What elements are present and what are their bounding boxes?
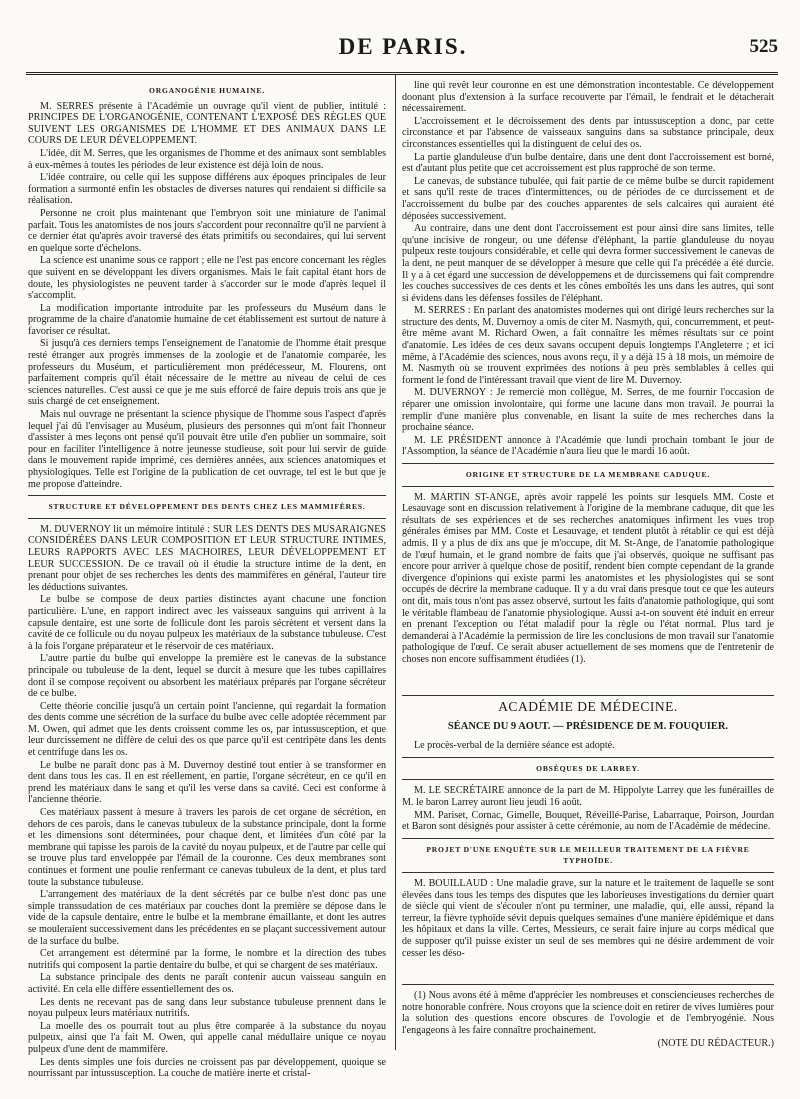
- footnote-signature: (NOTE DU RÉDACTEUR.): [657, 1038, 774, 1050]
- paragraph: Le canevas, de substance tubulée, qui fait partie de ce même bulbe se durcit rapidement et sans qu'il reste de traces d'intermittences, ou de périodes de ce durcissement et de l'accroissement du bulbe par des couches apparentes de sels calcaires qui auraient été déposées successivement.: [402, 175, 774, 222]
- paragraph: Mais nul ouvrage ne présentant la science physique de l'homme sous l'aspect d'après lequel j'ai dû l'envisager au Muséum, plusieurs des personnes qui m'ont fait l'honneur d'assister à mes leçons ont pensé qu'il pouvait être utile d'en publier un sommaire, soit pour en faciliter l'intelligence à notre jeunesse studieuse, soit pour lui servir de guide dans le mouvement rapide imprimé, ces dernières années, aux sciences anatomiques et physiologiques. Telle est l'origine de la publication de cet ouvrage, tel est le but que je me propose d'atteindre.: [28, 409, 386, 490]
- section-title-obseques: OBSÈQUES DE LARREY.: [536, 763, 640, 773]
- section-title-organogenie: ORGANOGÉNIE HUMAINE.: [149, 86, 265, 95]
- header-rule: [26, 72, 778, 75]
- paragraph: Les dents ne recevant pas de sang dans leur substance tubuleuse prennent dans le noyau pulpeux leurs matériaux nutritifs.: [28, 996, 386, 1020]
- paragraph: L'idée, dit M. Serres, que les organismes de l'homme et des animaux sont semblables à eux-mêmes à toutes les périodes de leur existence est déjà loin de nous.: [28, 147, 386, 171]
- paragraph: line qui revêt leur couronne en est une démonstration incontestable. Ce développement doonant plus d'extension à la surface recouverte par l'émail, le fendrait et le détacherait nécessairement.: [402, 80, 774, 115]
- section-rule: [28, 518, 386, 519]
- section-rule: [402, 695, 774, 696]
- column-divider: [395, 75, 396, 1050]
- paragraph: Personne ne croit plus maintenant que l'embryon soit une miniature de l'animal parfait. Tous les anatomistes de nos jours s'accordent pour reconnaître qu'il ne parvient à ce dernier état qu'après avoir traversé des états primitifs ou secondaires, qui lui servent en quelque sorte d'échelons.: [28, 207, 386, 254]
- section-rule: [402, 486, 774, 487]
- section-title-dents: STRUCTURE ET DÉVELOPPEMENT DES DENTS CHEZ LES MAMMIFÈRES.: [48, 502, 366, 512]
- left-column: [28, 80, 386, 1080]
- paragraph: La moelle des os pourrait tout au plus être comparée à la substance du noyau pulpeux, ainsi que l'a fait M. Owen, qui appelle canal médullaire unique ce noyau pulpeux d'une dent de mammifère.: [28, 1020, 386, 1055]
- section-rule: [402, 872, 774, 873]
- footnote-text: (1) Nous avons été à même d'apprécier les nombreuses et consciencieuses recherches de notre honorable confrère. Nous croyons que la science doit en retirer de vives lumières pour la solution des questions encore obscures de l'ovologie et de l'embryogénie. Nous l'engageons à les faire connaître prochainement.: [402, 990, 774, 1036]
- paragraph: M. MARTIN ST-ANGE, après avoir rappelé les points sur lesquels MM. Coste et Lesauvage sont en discussion relativement à l'origine de la membrane caduque, dit que les résultats de ses expériences et de ses recherches anatomiques infirment les vues trop générales émises par MM. Coste et Lesauvage, et tendent plutôt à rétablir ce qui est déjà admis. Il y a plus de dix ans que je m'occupe, dit M. St-Ange, de l'anatomie pathologique de l'œuf humain, et le grand nombre de faits que j'ai observés, quoique ne suffisant pas encore pour arriver à quelque chose de positif, rendent bien compte cependant de la grande divergence d'opinions qui existe parmi les anatomistes et les physiologistes qui se sont occupés de décrire la membrane caduque. Il y a du vrai dans presque tout ce que les auteurs ont dit, mais tous n'ont pas assez observé, surtout les faits d'anatomie pathologique, qui sont le véritable flambeau de l'anatomie physiologique. Aussi a-t-on souvent été induit en erreur en prenant l'exception ou l'état maladif pour la règle ou l'état normal. Plus tard je demanderai à l'Académie la permission de lire les conclusions de mon travail sur l'anatomie pathologique de l'œuf. Ce serait abuser actuellement de ses momens que de l'entretenir de choses non encore suffisamment étudiées (1).: [402, 491, 774, 665]
- footnote-rule: [402, 984, 774, 985]
- paragraph: M. LE PRÉSIDENT annonce à l'Académie que lundi prochain tombant le jour de l'Assomption, la séance de l'Académie n'aura lieu que le mardi 16 août.: [402, 434, 774, 458]
- paragraph: M. DUVERNOY : Je remercie mon collègue, M. Serres, de me fournir l'occasion de réparer une omission involontaire, qui forme une lacune dans mon travail. Je pourrai la remplir d'une manière plus convenable, en lisant la suite de mes recherches dans la prochaine séance.: [402, 387, 774, 434]
- page-header: [28, 34, 778, 64]
- paragraph: Ces matériaux passent à mesure à travers les parois de cet organe de sécrétion, en dehors de ces parois, dans le canevas tubuleux de la substance principale, dont la forme et les dimensions sont déterminées, pour chaque dent, et limitées d'un côté par la membrane qui tapisse les parois de la cavité du noyau pulpeux, et de l'autre par celle qui se trouve plus tard enveloppée par l'émail de la couronne. Ces deux membranes sont continues et forment une poulie renfermant ce canevas tubuleux de la dent, et plus tard toute la substance tubuleuse.: [28, 807, 386, 888]
- paragraph: L'idée contraire, ou celle qui les suppose différens aux époques principales de leur formation a surmonté enfin les obstacles de diverses natures qui rendaient si difficile sa réalisation.: [28, 172, 386, 207]
- paragraph: M. BOUILLAUD : Une maladie grave, sur la nature et le traitement de laquelle se sont élevées dans tous les temps des disputes que les laborieuses investigations du dernier quart de siècle qui vient de s'écouler n'ont pu terminer, une maladie, qui, elle aussi, répand la terreur, la fièvre typhoïde sévit depuis quelques semaines d'une manière épidémique et dans les hôpitaux et dans la ville. Certes, Messieurs, ce serait faire injure au corps médical que de supposer qu'il puisse exister un seul de ses membres qui ne désire ardemment de voir cesser les déso-: [402, 877, 774, 959]
- footnote: [402, 990, 774, 1050]
- paragraph: MM. Pariset, Cornac, Gimelle, Bouquet, Réveillé-Parise, Labarraque, Poirson, Jourdan et Baron sont désignés pour assister à cette cérémonie, au nom de l'Académie de médecine.: [402, 809, 774, 833]
- paragraph: Au contraire, dans une dent dont l'accroissement est pour ainsi dire sans limites, telle qu'une incisive de rongeur, ou une défense d'éléphant, la partie glanduleuse du noyau pulpeux reste toujours considérable, et celle qui devra former successivement le canevas de la dent, ne peut manquer de se développer à mesure que celle qui l'a précédée a été durcie. Il y a à cet égard une succession de développemens et de durcissemens qui fait comprendre les couches successives de ces dents et les cônes emboîtés les uns dans les autres, qui sont si évidens dans les défenses fossiles de l'éléphant.: [402, 223, 774, 304]
- academy-title: ACADÉMIE DE MÉDECINE.: [498, 699, 678, 714]
- paragraph: Cette théorie concilie jusqu'à un certain point l'ancienne, qui regardait la formation des dents comme une sécrétion de la surface du bulbe avec celle adoptée récemment par M. Owen, qui admet que les dents croissent comme les os, par intussusception, et que leur durcissement ne diffère de celui des os que parce qu'il est centripète dans les dents et centrifuge dans les os.: [28, 700, 386, 759]
- paragraph: La modification importante introduite par les professeurs du Muséum dans le programme de la chaire d'anatomie humaine de cet établissement est surtout de nature à favoriser ce résultat.: [28, 302, 386, 337]
- right-column: [402, 80, 774, 685]
- paragraph: La partie glanduleuse d'un bulbe dentaire, dans une dent dont l'accroissement est borné, est d'autant plus petite que cet accroissement est plus rapproché de son terme.: [402, 151, 774, 175]
- paragraph: Cet arrangement est déterminé par la forme, le nombre et la direction des tubes nutritifs qui composent la partie dentaire du bulbe, et qui se chargent de ses matériaux.: [28, 948, 386, 971]
- section-rule: [402, 779, 774, 780]
- section-rule: [402, 838, 774, 839]
- section-title-caduque: ORIGINE ET STRUCTURE DE LA MEMBRANE CADUQUE.: [465, 470, 711, 479]
- paragraph: L'arrangement des matériaux de la dent sécrétés par ce bulbe n'est donc pas une simple transsudation de ces matériaux par couches dont la première se dépose dans le vide de la capsule dentaire, entre le bulbe et la membrane émaillante, et dont les autres se mouleraient successivement dans les précédentes en se plaçant successivement autour de la surface du bulbe.: [28, 889, 386, 947]
- paragraph: M. SERRES présente à l'Académie un ouvrage qu'il vient de publier, intitulé : PRINCIPES DE L'ORGANOGÉNIE, CONTENANT L'EXPOSÉ DES RÈGLES QUE SUIVENT LES ORGANISMES DE L'HOMME ET DES ANIMAUX DANS LE COURS DE LEUR DÉVELOPPEMENT.: [28, 100, 386, 147]
- section-rule: [402, 463, 774, 464]
- paragraph: M. SERRES : En parlant des anatomistes modernes qui ont dirigé leurs recherches sur la structure des dents, M. Duvernoy a omis de citer M. Nasmyth, qui, concurremment, et peut-être même avant M. Richard Owen, a fait connaître les mêmes résultats sur ce point d'anatomie. Les idées de ces deux savans occupent depuis longtemps l'Angleterre ; et ici même, à l'Académie des sciences, nous avons reçu, il y a déjà 15 à 18 mois, un mémoire de M. Nasmyth où se trouvent exprimées des notions à peu près semblables à celles qui forment le fond de l'intéressant travail que vient de lire M. Duvernoy.: [402, 305, 774, 386]
- academy-section: [402, 690, 774, 960]
- section-rule: [28, 495, 386, 496]
- paragraph: La substance principale des dents ne paraît contenir aucun vaisseau sanguin en activité. En cela elle diffère essentiellement des os.: [28, 972, 386, 995]
- paragraph: Le bulbe se compose de deux parties distinctes ayant chacune une fonction particulière. L'une, en rapport indirect avec les vaisseaux sanguins qui arrivent à la capsule dentaire, est une sorte de follicule dont les parois sécrètent et versent dans la cavité de ce follicule ou du noyau pulpeux les matériaux de la substance tubuleuse. C'est à la fois l'organe préparateur et le réservoir de ces matériaux.: [28, 594, 386, 652]
- paragraph: Les dents simples une fois durcies ne croissent pas par développement, quoique se nourrissant par intussusception. La couche de matière inerte et cristal-: [28, 1056, 386, 1080]
- proces-verbal: Le procès-verbal de la dernière séance est adopté.: [414, 740, 615, 752]
- section-title-enquete: PROJET D'UNE ENQUÊTE SUR LE MEILLEUR TRAITEMENT DE LA FIÈVRE TYPHOÏDE.: [426, 844, 750, 866]
- running-title: DE PARIS.: [338, 34, 468, 59]
- page-number: 525: [749, 36, 778, 57]
- paragraph: L'accroissement et le décroissement des dents par intussusception a donc, par cette circonstance et par l'absence de vaisseaux sanguins dans sa substance principale, deux circonstances essentielles qui la distinguent de celui des os.: [402, 115, 774, 150]
- paragraph: L'autre partie du bulbe qui enveloppe la première est le canevas de la substance principale ou tubuleuse de la dent, lequel se durcit à mesure que les tubes capillaires dont il se compose reçoivent ou absorbent les matériaux préparés par l'organe sécréteur de ce bulbe.: [28, 653, 386, 700]
- paragraph: M. LE SECRÉTAIRE annonce de la part de M. Hippolyte Larrey que les funérailles de M. le baron Larrey auront lieu jeudi 16 août.: [402, 785, 774, 808]
- paragraph: M. DUVERNOY lit un mémoire intitulé : SUR LES DENTS DES MUSARAIGNES CONSIDÉRÉES DANS LEUR COMPOSITION ET LEUR STRUCTURE INTIMES, LEURS RAPPORTS AVEC LES MACHOIRES, LEUR DÉVELOPPEMENT ET LEUR SUCCESSION. De ce travail où il étudie la structure intime de la dent, en prenant pour objet de ses recherches les dents des mammifères en général, l'auteur tire les déductions suivantes.: [28, 523, 386, 593]
- section-rule: [402, 757, 774, 758]
- seance-heading: SÉANCE DU 9 AOUT. — PRÉSIDENCE DE M. FOUQUIER.: [447, 720, 729, 732]
- paragraph: La science est unanime sous ce rapport ; elle ne l'est pas encore concernant les règles que suivent en se développant les divers organismes. Mais le fait capital étant hors de doute, les physiologistes ne peuvent tarder à s'accorder sur le mode d'après lequel il s'accomplit.: [28, 255, 386, 302]
- paragraph: Le bulbe ne paraît donc pas à M. Duvernoy destiné tout entier à se transformer en dent dans tous les cas. Il en est réellement, en partie, l'organe sécréteur, en ce qu'il en prend les matériaux dans le sang et qu'il les verse dans sa cavité. Ceci est conforme à l'ancienne théorie.: [28, 759, 386, 806]
- paragraph: Si jusqu'à ces derniers temps l'enseignement de l'anatomie de l'homme était presque resté étranger aux progrès immenses de la zoologie et de l'anatomie comparée, les professeurs du Muséum, et particulièrement mon prédécesseur, M. Flourens, ont parfaitement compris qu'il était nécessaire de le mettre au niveau de celui de ces sciences naturelles. C'est aussi ce que je me suis efforcé de faire depuis trois ans que je suis chargé de cet enseignement.: [28, 338, 386, 408]
